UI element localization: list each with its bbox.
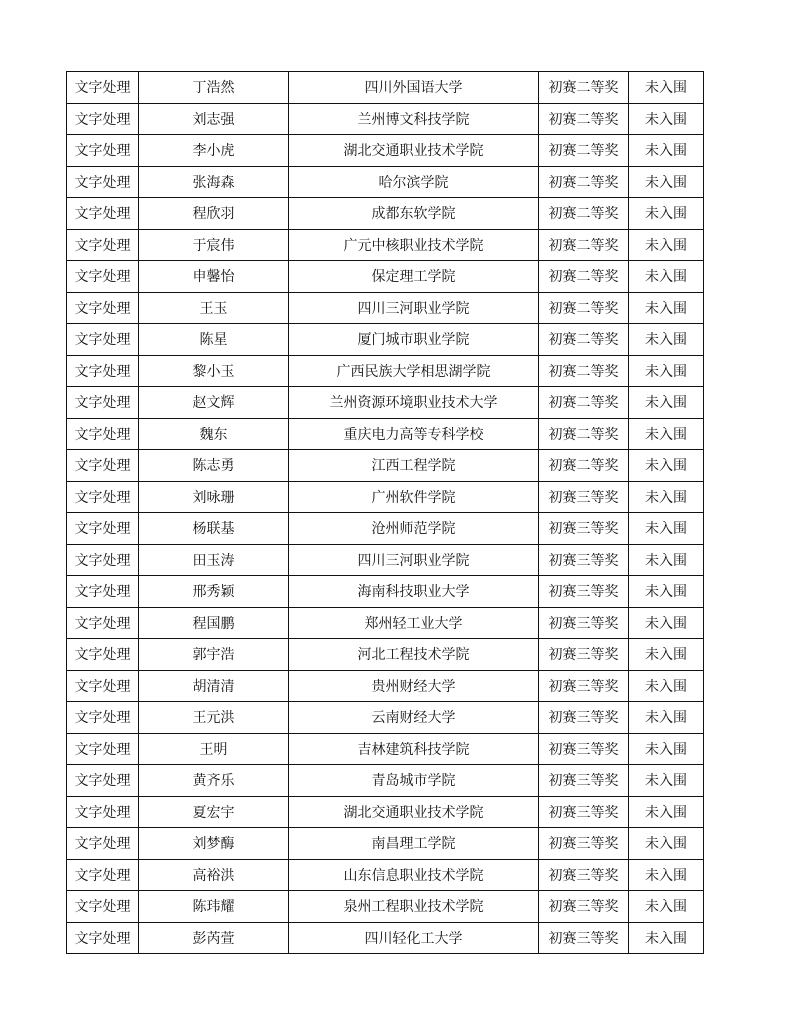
name-cell: 郭宇浩 xyxy=(139,639,289,671)
status-cell: 未入围 xyxy=(629,765,704,797)
table-row xyxy=(67,198,704,230)
school-cell: 青岛城市学院 xyxy=(289,765,539,797)
award-cell: 初赛二等奖 xyxy=(539,324,629,356)
school-cell: 兰州博文科技学院 xyxy=(289,103,539,135)
status-cell: 未入围 xyxy=(629,828,704,860)
status-cell: 未入围 xyxy=(629,670,704,702)
category-cell: 文字处理 xyxy=(67,387,139,419)
category-cell: 文字处理 xyxy=(67,418,139,450)
name-cell: 杨联基 xyxy=(139,513,289,545)
award-cell: 初赛二等奖 xyxy=(539,450,629,482)
table-row xyxy=(67,765,704,797)
status-cell: 未入围 xyxy=(629,796,704,828)
award-cell: 初赛三等奖 xyxy=(539,481,629,513)
table-row xyxy=(67,292,704,324)
table-row xyxy=(67,261,704,293)
school-cell: 湖北交通职业技术学院 xyxy=(289,796,539,828)
table-row xyxy=(67,607,704,639)
status-cell: 未入围 xyxy=(629,135,704,167)
award-cell: 初赛三等奖 xyxy=(539,639,629,671)
school-cell: 广西民族大学相思湖学院 xyxy=(289,355,539,387)
name-cell: 张海森 xyxy=(139,166,289,198)
table-row xyxy=(67,639,704,671)
category-cell: 文字处理 xyxy=(67,576,139,608)
name-cell: 程国鹏 xyxy=(139,607,289,639)
award-cell: 初赛三等奖 xyxy=(539,828,629,860)
school-cell: 保定理工学院 xyxy=(289,261,539,293)
table-row xyxy=(67,828,704,860)
table-row xyxy=(67,450,704,482)
award-cell: 初赛三等奖 xyxy=(539,670,629,702)
award-cell: 初赛三等奖 xyxy=(539,544,629,576)
category-cell: 文字处理 xyxy=(67,639,139,671)
school-cell: 海南科技职业大学 xyxy=(289,576,539,608)
award-cell: 初赛三等奖 xyxy=(539,922,629,954)
name-cell: 夏宏宇 xyxy=(139,796,289,828)
table-row xyxy=(67,418,704,450)
table-row xyxy=(67,103,704,135)
category-cell: 文字处理 xyxy=(67,607,139,639)
award-cell: 初赛二等奖 xyxy=(539,292,629,324)
award-cell: 初赛二等奖 xyxy=(539,261,629,293)
name-cell: 胡清清 xyxy=(139,670,289,702)
results-table-body xyxy=(67,72,704,954)
name-cell: 陈志勇 xyxy=(139,450,289,482)
category-cell: 文字处理 xyxy=(67,733,139,765)
status-cell: 未入围 xyxy=(629,544,704,576)
name-cell: 王元洪 xyxy=(139,702,289,734)
award-cell: 初赛三等奖 xyxy=(539,891,629,923)
school-cell: 山东信息职业技术学院 xyxy=(289,859,539,891)
school-cell: 江西工程学院 xyxy=(289,450,539,482)
school-cell: 四川三河职业学院 xyxy=(289,292,539,324)
status-cell: 未入围 xyxy=(629,607,704,639)
award-cell: 初赛三等奖 xyxy=(539,796,629,828)
name-cell: 黄齐乐 xyxy=(139,765,289,797)
school-cell: 河北工程技术学院 xyxy=(289,639,539,671)
category-cell: 文字处理 xyxy=(67,135,139,167)
category-cell: 文字处理 xyxy=(67,828,139,860)
school-cell: 兰州资源环境职业技术大学 xyxy=(289,387,539,419)
school-cell: 广元中核职业技术学院 xyxy=(289,229,539,261)
table-row xyxy=(67,670,704,702)
name-cell: 黎小玉 xyxy=(139,355,289,387)
status-cell: 未入围 xyxy=(629,859,704,891)
status-cell: 未入围 xyxy=(629,576,704,608)
results-table xyxy=(66,71,704,954)
name-cell: 邢秀颖 xyxy=(139,576,289,608)
school-cell: 广州软件学院 xyxy=(289,481,539,513)
category-cell: 文字处理 xyxy=(67,481,139,513)
award-cell: 初赛二等奖 xyxy=(539,418,629,450)
award-cell: 初赛三等奖 xyxy=(539,733,629,765)
table-row xyxy=(67,859,704,891)
table-row xyxy=(67,576,704,608)
category-cell: 文字处理 xyxy=(67,796,139,828)
category-cell: 文字处理 xyxy=(67,261,139,293)
school-cell: 贵州财经大学 xyxy=(289,670,539,702)
school-cell: 郑州轻工业大学 xyxy=(289,607,539,639)
school-cell: 厦门城市职业学院 xyxy=(289,324,539,356)
category-cell: 文字处理 xyxy=(67,922,139,954)
award-cell: 初赛三等奖 xyxy=(539,513,629,545)
category-cell: 文字处理 xyxy=(67,859,139,891)
table-row xyxy=(67,544,704,576)
category-cell: 文字处理 xyxy=(67,355,139,387)
table-row xyxy=(67,796,704,828)
table-row xyxy=(67,72,704,104)
name-cell: 陈星 xyxy=(139,324,289,356)
category-cell: 文字处理 xyxy=(67,891,139,923)
table-row xyxy=(67,229,704,261)
name-cell: 赵文辉 xyxy=(139,387,289,419)
award-cell: 初赛三等奖 xyxy=(539,576,629,608)
table-row xyxy=(67,702,704,734)
award-cell: 初赛二等奖 xyxy=(539,198,629,230)
category-cell: 文字处理 xyxy=(67,450,139,482)
status-cell: 未入围 xyxy=(629,292,704,324)
name-cell: 田玉涛 xyxy=(139,544,289,576)
name-cell: 申馨怡 xyxy=(139,261,289,293)
name-cell: 王玉 xyxy=(139,292,289,324)
school-cell: 哈尔滨学院 xyxy=(289,166,539,198)
award-cell: 初赛三等奖 xyxy=(539,702,629,734)
status-cell: 未入围 xyxy=(629,639,704,671)
status-cell: 未入围 xyxy=(629,733,704,765)
status-cell: 未入围 xyxy=(629,261,704,293)
status-cell: 未入围 xyxy=(629,450,704,482)
status-cell: 未入围 xyxy=(629,355,704,387)
status-cell: 未入围 xyxy=(629,891,704,923)
school-cell: 南昌理工学院 xyxy=(289,828,539,860)
category-cell: 文字处理 xyxy=(67,198,139,230)
status-cell: 未入围 xyxy=(629,387,704,419)
category-cell: 文字处理 xyxy=(67,324,139,356)
award-cell: 初赛二等奖 xyxy=(539,103,629,135)
status-cell: 未入围 xyxy=(629,702,704,734)
award-cell: 初赛二等奖 xyxy=(539,355,629,387)
status-cell: 未入围 xyxy=(629,198,704,230)
name-cell: 王明 xyxy=(139,733,289,765)
name-cell: 李小虎 xyxy=(139,135,289,167)
school-cell: 重庆电力高等专科学校 xyxy=(289,418,539,450)
table-row xyxy=(67,513,704,545)
name-cell: 刘梦酶 xyxy=(139,828,289,860)
award-cell: 初赛三等奖 xyxy=(539,765,629,797)
status-cell: 未入围 xyxy=(629,72,704,104)
name-cell: 于宸伟 xyxy=(139,229,289,261)
award-cell: 初赛二等奖 xyxy=(539,72,629,104)
name-cell: 魏东 xyxy=(139,418,289,450)
category-cell: 文字处理 xyxy=(67,765,139,797)
award-cell: 初赛三等奖 xyxy=(539,607,629,639)
status-cell: 未入围 xyxy=(629,513,704,545)
table-row xyxy=(67,324,704,356)
award-cell: 初赛三等奖 xyxy=(539,859,629,891)
school-cell: 泉州工程职业技术学院 xyxy=(289,891,539,923)
table-row xyxy=(67,135,704,167)
name-cell: 刘咏珊 xyxy=(139,481,289,513)
name-cell: 程欣羽 xyxy=(139,198,289,230)
table-row xyxy=(67,891,704,923)
school-cell: 四川三河职业学院 xyxy=(289,544,539,576)
status-cell: 未入围 xyxy=(629,324,704,356)
category-cell: 文字处理 xyxy=(67,292,139,324)
category-cell: 文字处理 xyxy=(67,229,139,261)
school-cell: 沧州师范学院 xyxy=(289,513,539,545)
category-cell: 文字处理 xyxy=(67,513,139,545)
name-cell: 陈玮耀 xyxy=(139,891,289,923)
category-cell: 文字处理 xyxy=(67,166,139,198)
category-cell: 文字处理 xyxy=(67,103,139,135)
table-row xyxy=(67,922,704,954)
table-row xyxy=(67,387,704,419)
school-cell: 四川外国语大学 xyxy=(289,72,539,104)
status-cell: 未入围 xyxy=(629,418,704,450)
award-cell: 初赛二等奖 xyxy=(539,135,629,167)
table-row xyxy=(67,733,704,765)
status-cell: 未入围 xyxy=(629,481,704,513)
status-cell: 未入围 xyxy=(629,103,704,135)
table-row xyxy=(67,481,704,513)
school-cell: 四川轻化工大学 xyxy=(289,922,539,954)
school-cell: 湖北交通职业技术学院 xyxy=(289,135,539,167)
table-row xyxy=(67,355,704,387)
status-cell: 未入围 xyxy=(629,166,704,198)
category-cell: 文字处理 xyxy=(67,670,139,702)
name-cell: 高裕洪 xyxy=(139,859,289,891)
school-cell: 吉林建筑科技学院 xyxy=(289,733,539,765)
category-cell: 文字处理 xyxy=(67,544,139,576)
status-cell: 未入围 xyxy=(629,922,704,954)
category-cell: 文字处理 xyxy=(67,72,139,104)
name-cell: 丁浩然 xyxy=(139,72,289,104)
award-cell: 初赛二等奖 xyxy=(539,166,629,198)
name-cell: 彭芮萱 xyxy=(139,922,289,954)
award-cell: 初赛二等奖 xyxy=(539,387,629,419)
table-row xyxy=(67,166,704,198)
name-cell: 刘志强 xyxy=(139,103,289,135)
award-cell: 初赛二等奖 xyxy=(539,229,629,261)
category-cell: 文字处理 xyxy=(67,702,139,734)
status-cell: 未入围 xyxy=(629,229,704,261)
school-cell: 成都东软学院 xyxy=(289,198,539,230)
school-cell: 云南财经大学 xyxy=(289,702,539,734)
